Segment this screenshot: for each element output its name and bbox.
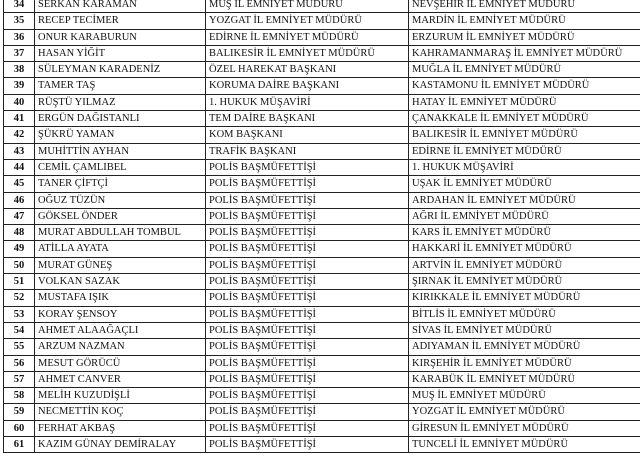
new-post: KARS İL EMNİYET MÜDÜRÜ [409,225,640,241]
table-row [4,159,640,175]
new-post: MARDİN İL EMNİYET MÜDÜRÜ [409,13,640,29]
row-number: 45 [4,176,35,192]
previous-post: POLİS BAŞMÜFETTİŞİ [206,208,409,224]
row-number: 38 [4,62,35,78]
new-post: BİTLİS İL EMNİYET MÜDÜRÜ [409,306,640,322]
table-row [4,388,640,404]
row-number: 61 [4,437,35,453]
new-post: 1. HUKUK MÜŞAVİRİ [409,159,640,175]
row-number: 59 [4,404,35,420]
new-post: KASTAMONU İL EMNİYET MÜDÜRÜ [409,78,640,94]
previous-post: POLİS BAŞMÜFETTİŞİ [206,159,409,175]
table-row [4,290,640,306]
person-name: MUHİTTİN AYHAN [35,143,206,159]
previous-post: EDİRNE İL EMNİYET MÜDÜRÜ [206,29,409,45]
new-post: ÇANAKKALE İL EMNİYET MÜDÜRÜ [409,111,640,127]
table-row [4,127,640,143]
person-name: HASAN YİĞİT [35,45,206,61]
person-name: OĞUZ TÜZÜN [35,192,206,208]
previous-post: POLİS BAŞMÜFETTİŞİ [206,192,409,208]
new-post: EDİRNE İL EMNİYET MÜDÜRÜ [409,143,640,159]
table-row [4,355,640,371]
new-post: TUNCELİ İL EMNİYET MÜDÜRÜ [409,437,640,453]
previous-post: MUŞ İL EMNİYET MÜDÜRÜ [206,0,409,13]
row-number: 54 [4,322,35,338]
new-post: KAHRAMANMARAŞ İL EMNİYET MÜDÜRÜ [409,45,640,61]
previous-post: POLİS BAŞMÜFETTİŞİ [206,322,409,338]
previous-post: POLİS BAŞMÜFETTİŞİ [206,371,409,387]
person-name: NECMETTİN KOÇ [35,404,206,420]
appointment-table [3,0,640,453]
person-name: MESUT GÖRÜCÜ [35,355,206,371]
row-number: 44 [4,159,35,175]
new-post: NEVŞEHİR İL EMNİYET MÜDÜRÜ [409,0,640,13]
table-row [4,45,640,61]
table-row [4,306,640,322]
row-number: 57 [4,371,35,387]
table-row [4,274,640,290]
person-name: AHMET CANVER [35,371,206,387]
table-row [4,257,640,273]
previous-post: ÖZEL HAREKAT BAŞKANI [206,62,409,78]
person-name: TAMER TAŞ [35,78,206,94]
table-row [4,225,640,241]
person-name: VOLKAN SAZAK [35,274,206,290]
row-number: 42 [4,127,35,143]
previous-post: 1. HUKUK MÜŞAVİRİ [206,94,409,110]
row-number: 41 [4,111,35,127]
person-name: MUSTAFA IŞIK [35,290,206,306]
row-number: 55 [4,339,35,355]
row-number: 43 [4,143,35,159]
new-post: ŞIRNAK İL EMNİYET MÜDÜRÜ [409,274,640,290]
new-post: UŞAK İL EMNİYET MÜDÜRÜ [409,176,640,192]
table-row [4,78,640,94]
table-row [4,371,640,387]
row-number: 47 [4,208,35,224]
row-number: 53 [4,306,35,322]
person-name: TANER ÇİFTÇİ [35,176,206,192]
table-row [4,0,640,13]
previous-post: BALIKESİR İL EMNİYET MÜDÜRÜ [206,45,409,61]
table-row [4,241,640,257]
person-name: SERKAN KARAMAN [35,0,206,13]
row-number: 34 [4,0,35,13]
previous-post: POLİS BAŞMÜFETTİŞİ [206,437,409,453]
previous-post: POLİS BAŞMÜFETTİŞİ [206,420,409,436]
row-number: 46 [4,192,35,208]
new-post: ARDAHAN İL EMNİYET MÜDÜRÜ [409,192,640,208]
previous-post: POLİS BAŞMÜFETTİŞİ [206,355,409,371]
table-row [4,111,640,127]
person-name: MURAT ABDULLAH TOMBUL [35,225,206,241]
new-post: MUĞLA İL EMNİYET MÜDÜRÜ [409,62,640,78]
table-row [4,339,640,355]
new-post: ADIYAMAN İL EMNİYET MÜDÜRÜ [409,339,640,355]
table-row [4,94,640,110]
person-name: AHMET ALAAĞAÇLI [35,322,206,338]
table-row [4,322,640,338]
person-name: CEMİL ÇAMLIBEL [35,159,206,175]
row-number: 58 [4,388,35,404]
new-post: ERZURUM İL EMNİYET MÜDÜRÜ [409,29,640,45]
person-name: FERHAT AKBAŞ [35,420,206,436]
previous-post: POLİS BAŞMÜFETTİŞİ [206,388,409,404]
person-name: KORAY ŞENSOY [35,306,206,322]
previous-post: POLİS BAŞMÜFETTİŞİ [206,290,409,306]
new-post: BALIKESİR İL EMNİYET MÜDÜRÜ [409,127,640,143]
row-number: 36 [4,29,35,45]
row-number: 39 [4,78,35,94]
new-post: YOZGAT İL EMNİYET MÜDÜRÜ [409,404,640,420]
row-number: 37 [4,45,35,61]
table-row [4,62,640,78]
appointment-table-body [4,0,640,453]
table-row [4,192,640,208]
previous-post: POLİS BAŞMÜFETTİŞİ [206,404,409,420]
new-post: AĞRI İL EMNİYET MÜDÜRÜ [409,208,640,224]
table-row [4,13,640,29]
previous-post: POLİS BAŞMÜFETTİŞİ [206,241,409,257]
previous-post: TEM DAİRE BAŞKANI [206,111,409,127]
table-row [4,143,640,159]
person-name: ATİLLA AYATA [35,241,206,257]
new-post: KIRIKKALE İL EMNİYET MÜDÜRÜ [409,290,640,306]
previous-post: POLİS BAŞMÜFETTİŞİ [206,306,409,322]
previous-post: POLİS BAŞMÜFETTİŞİ [206,176,409,192]
person-name: ONUR KARABURUN [35,29,206,45]
new-post: KARABÜK İL EMNİYET MÜDÜRÜ [409,371,640,387]
person-name: MURAT GÜNEŞ [35,257,206,273]
person-name: ŞÜKRÜ YAMAN [35,127,206,143]
previous-post: KOM BAŞKANI [206,127,409,143]
previous-post: POLİS BAŞMÜFETTİŞİ [206,225,409,241]
table-row [4,176,640,192]
row-number: 35 [4,13,35,29]
person-name: SÜLEYMAN KARADENİZ [35,62,206,78]
person-name: KAZIM GÜNAY DEMİRALAY [35,437,206,453]
table-row [4,420,640,436]
person-name: GÖKSEL ÖNDER [35,208,206,224]
previous-post: TRAFİK BAŞKANI [206,143,409,159]
row-number: 60 [4,420,35,436]
previous-post: YOZGAT İL EMNİYET MÜDÜRÜ [206,13,409,29]
table-row [4,437,640,453]
table-row [4,404,640,420]
new-post: HATAY İL EMNİYET MÜDÜRÜ [409,94,640,110]
row-number: 48 [4,225,35,241]
row-number: 52 [4,290,35,306]
previous-post: POLİS BAŞMÜFETTİŞİ [206,274,409,290]
table-row [4,208,640,224]
new-post: SİVAS İL EMNİYET MÜDÜRÜ [409,322,640,338]
row-number: 49 [4,241,35,257]
new-post: MUŞ İL EMNİYET MÜDÜRÜ [409,388,640,404]
table-row [4,29,640,45]
previous-post: KORUMA DAİRE BAŞKANI [206,78,409,94]
row-number: 40 [4,94,35,110]
person-name: RECEP TECİMER [35,13,206,29]
row-number: 51 [4,274,35,290]
person-name: ERGÜN DAĞISTANLI [35,111,206,127]
new-post: HAKKARİ İL EMNİYET MÜDÜRÜ [409,241,640,257]
person-name: MELİH KUZUDİŞLİ [35,388,206,404]
person-name: RÜŞTÜ YILMAZ [35,94,206,110]
new-post: GİRESUN İL EMNİYET MÜDÜRÜ [409,420,640,436]
previous-post: POLİS BAŞMÜFETTİŞİ [206,257,409,273]
row-number: 56 [4,355,35,371]
new-post: KIRŞEHİR İL EMNİYET MÜDÜRÜ [409,355,640,371]
person-name: ARZUM NAZMAN [35,339,206,355]
new-post: ARTVİN İL EMNİYET MÜDÜRÜ [409,257,640,273]
previous-post: POLİS BAŞMÜFETTİŞİ [206,339,409,355]
row-number: 50 [4,257,35,273]
